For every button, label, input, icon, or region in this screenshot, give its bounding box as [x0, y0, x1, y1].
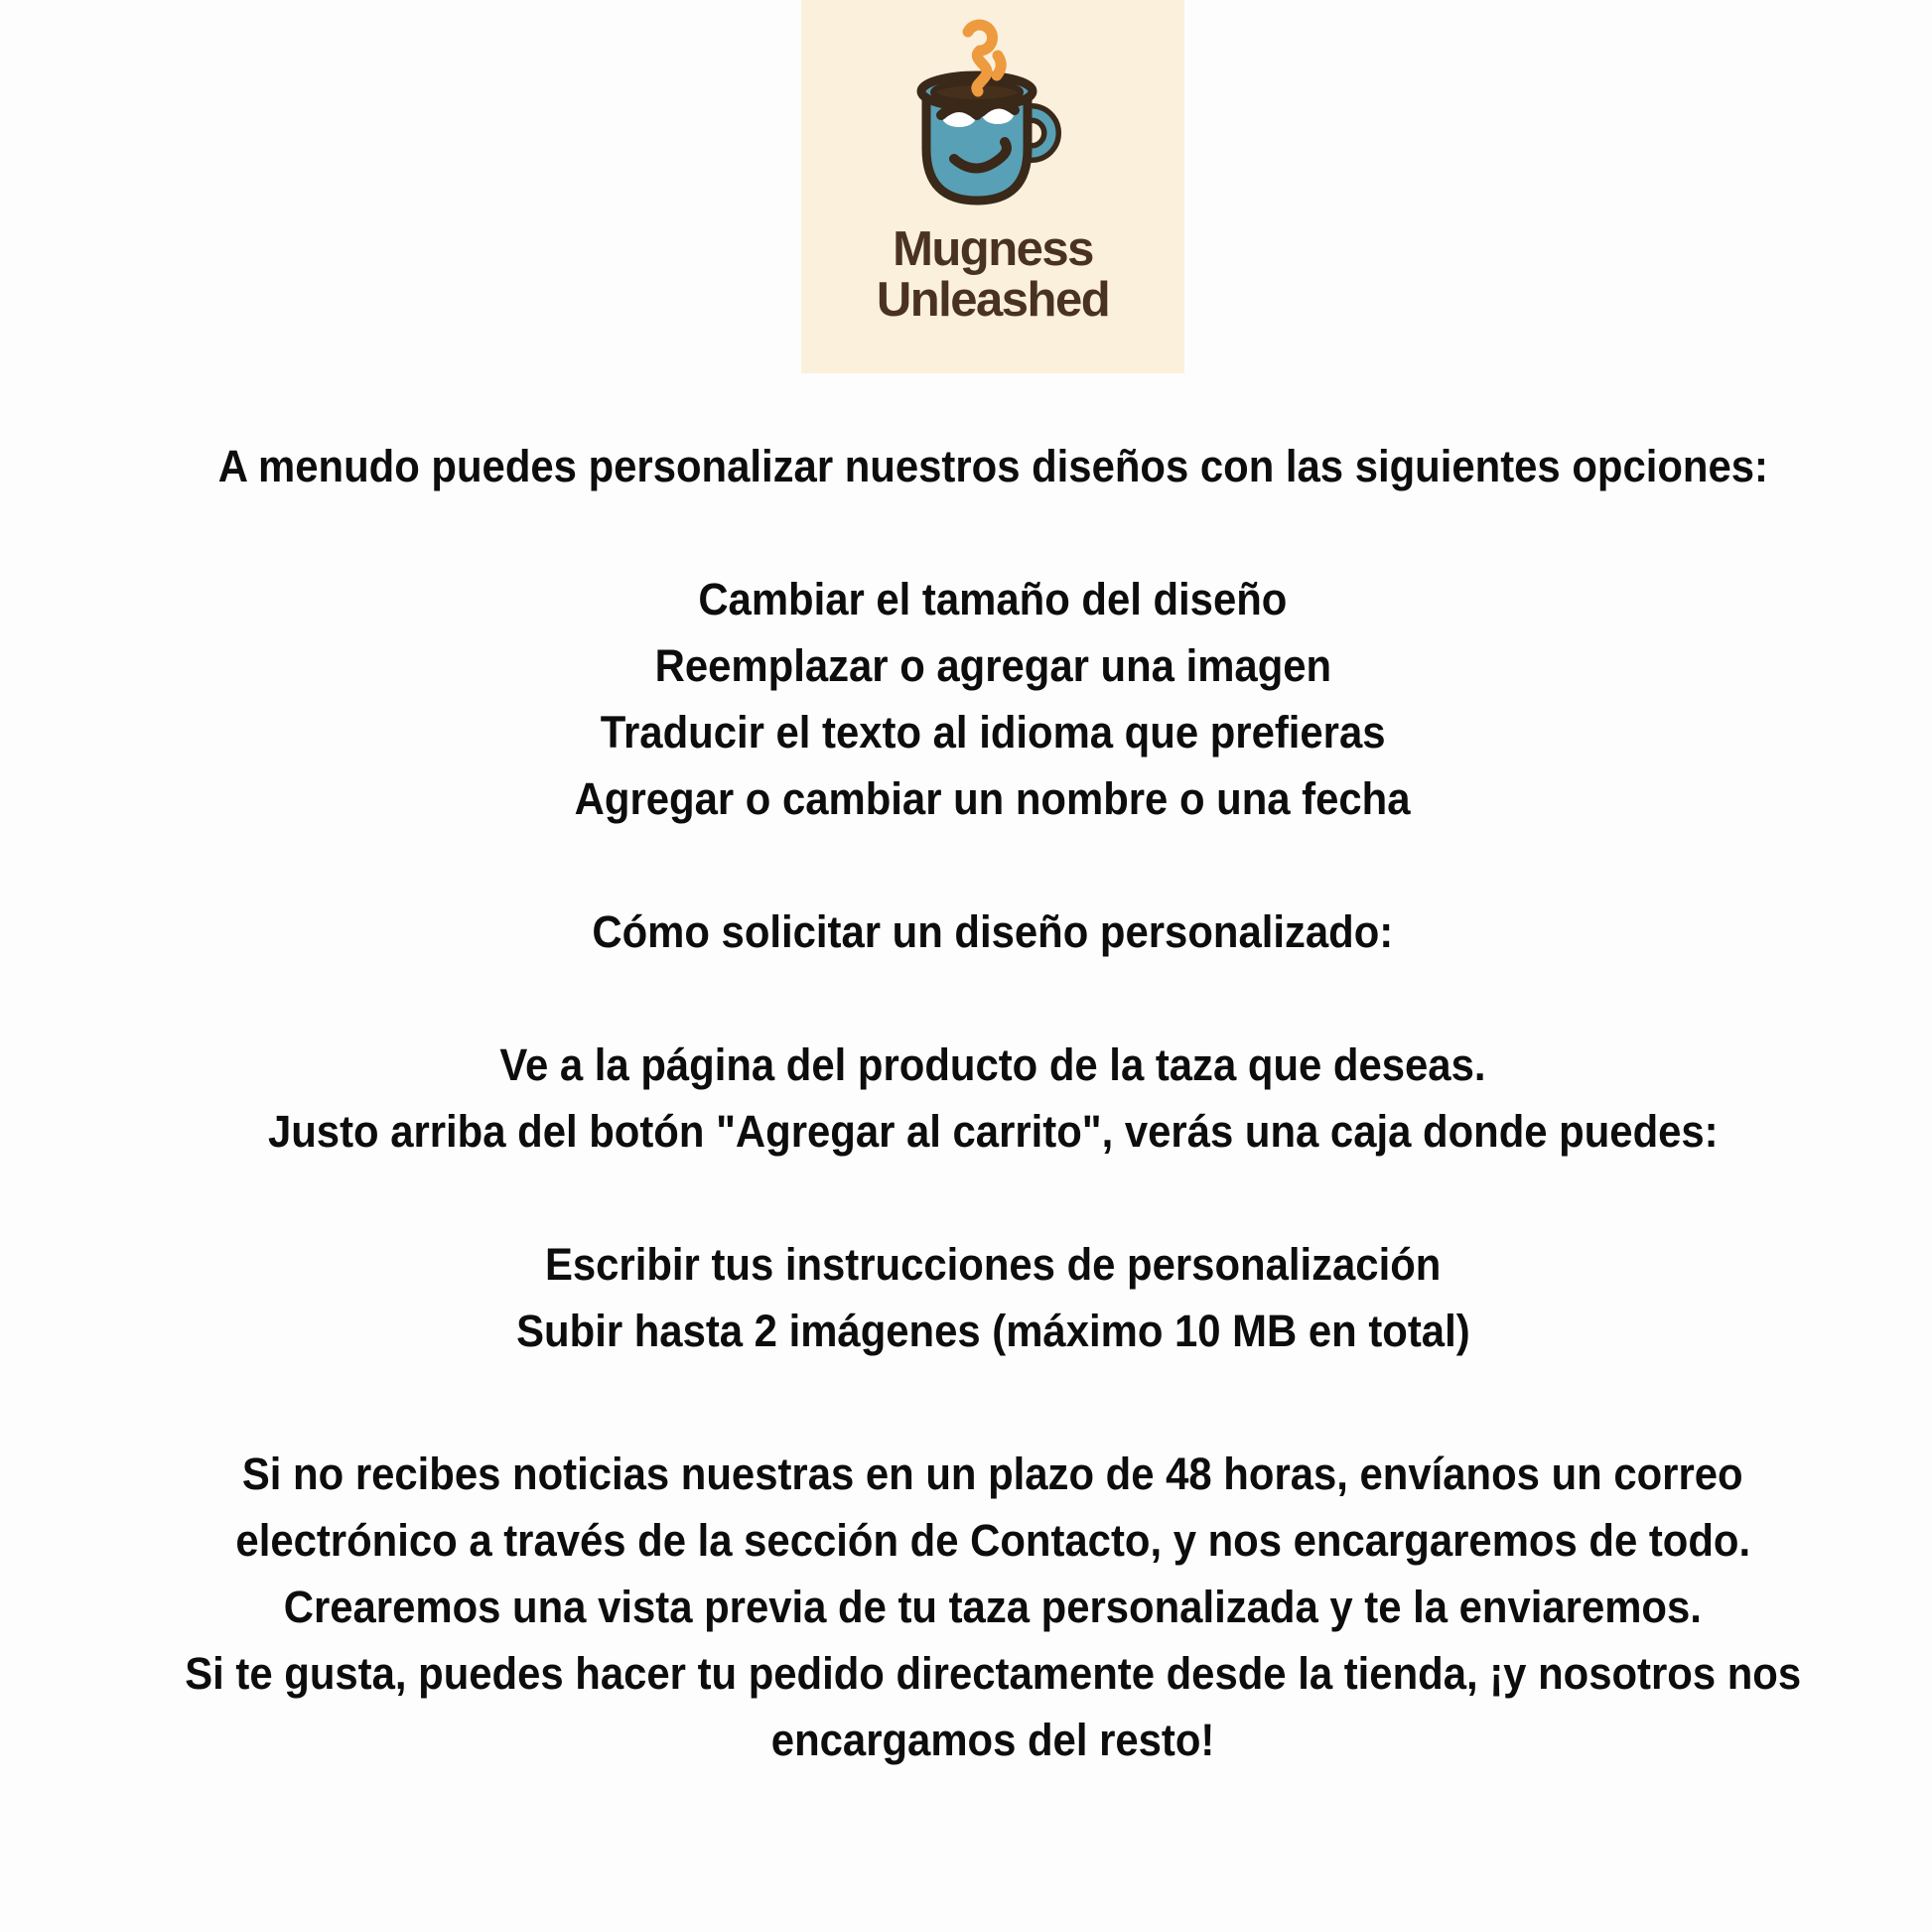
intro-text: A menudo puedes personalizar nuestros diseños con las siguientes opciones:	[217, 441, 1768, 491]
spacer	[27, 965, 1932, 1032]
customization-option-line	[27, 632, 1932, 699]
brand-name-line2: Unleashed	[876, 273, 1110, 327]
how-to-step-line	[27, 1098, 1932, 1165]
how-to-step-text: Ve a la página del producto de la taza que deseas.	[499, 1039, 1486, 1090]
closing-text: Crearemos una vista previa de tu taza personalizada y te la enviaremos.	[283, 1582, 1703, 1632]
closing-line	[27, 1574, 1932, 1640]
spacer	[27, 499, 1932, 566]
brand-name-line1: Mugness	[893, 222, 1093, 276]
brand-wordmark	[877, 224, 1109, 326]
how-to-heading-text: Cómo solicitar un diseño personalizado:	[592, 906, 1394, 957]
closing-text: Si te gusta, puedes hacer tu pedido directamente desde la tienda, ¡y nosotros nos	[185, 1648, 1801, 1699]
closing-line	[27, 1441, 1932, 1507]
closing-text: Si no recibes noticias nuestras en un plazo de 48 horas, envíanos un correo	[242, 1449, 1743, 1499]
closing-text: encargamos del resto!	[770, 1715, 1215, 1765]
spacer	[27, 1165, 1932, 1231]
content-column	[27, 0, 1932, 1773]
how-to-step-line	[27, 1032, 1932, 1098]
box-capability-line	[27, 1298, 1932, 1364]
customization-option-line	[27, 699, 1932, 765]
closing-line	[27, 1640, 1932, 1707]
customization-option-line	[27, 765, 1932, 832]
box-capability-line	[27, 1231, 1932, 1298]
closing-line	[27, 1707, 1932, 1773]
box-capability-text: Subir hasta 2 imágenes (máximo 10 MB en total)	[515, 1306, 1470, 1356]
box-capability-text: Escribir tus instrucciones de personalización	[544, 1239, 1442, 1290]
customization-option-text: Agregar o cambiar un nombre o una fecha	[575, 773, 1411, 824]
customization-option-text: Cambiar el tamaño del diseño	[698, 574, 1288, 624]
brand-logo-block	[801, 0, 1184, 373]
spacer	[27, 1364, 1932, 1441]
customization-option-text: Traducir el texto al idioma que prefieras	[600, 707, 1386, 758]
spacer	[27, 832, 1932, 898]
body-text	[27, 433, 1932, 1773]
smirking-mug-icon	[908, 12, 1077, 210]
closing-line	[27, 1507, 1932, 1574]
intro-line	[27, 433, 1932, 499]
how-to-heading	[27, 898, 1932, 965]
how-to-step-text: Justo arriba del botón "Agregar al carrito", verás una caja donde puedes:	[267, 1106, 1719, 1157]
customization-option-text: Reemplazar o agregar una imagen	[654, 640, 1331, 691]
customization-option-line	[27, 566, 1932, 632]
closing-text: electrónico a través de la sección de Contacto, y nos encargaremos de todo.	[235, 1515, 1750, 1566]
